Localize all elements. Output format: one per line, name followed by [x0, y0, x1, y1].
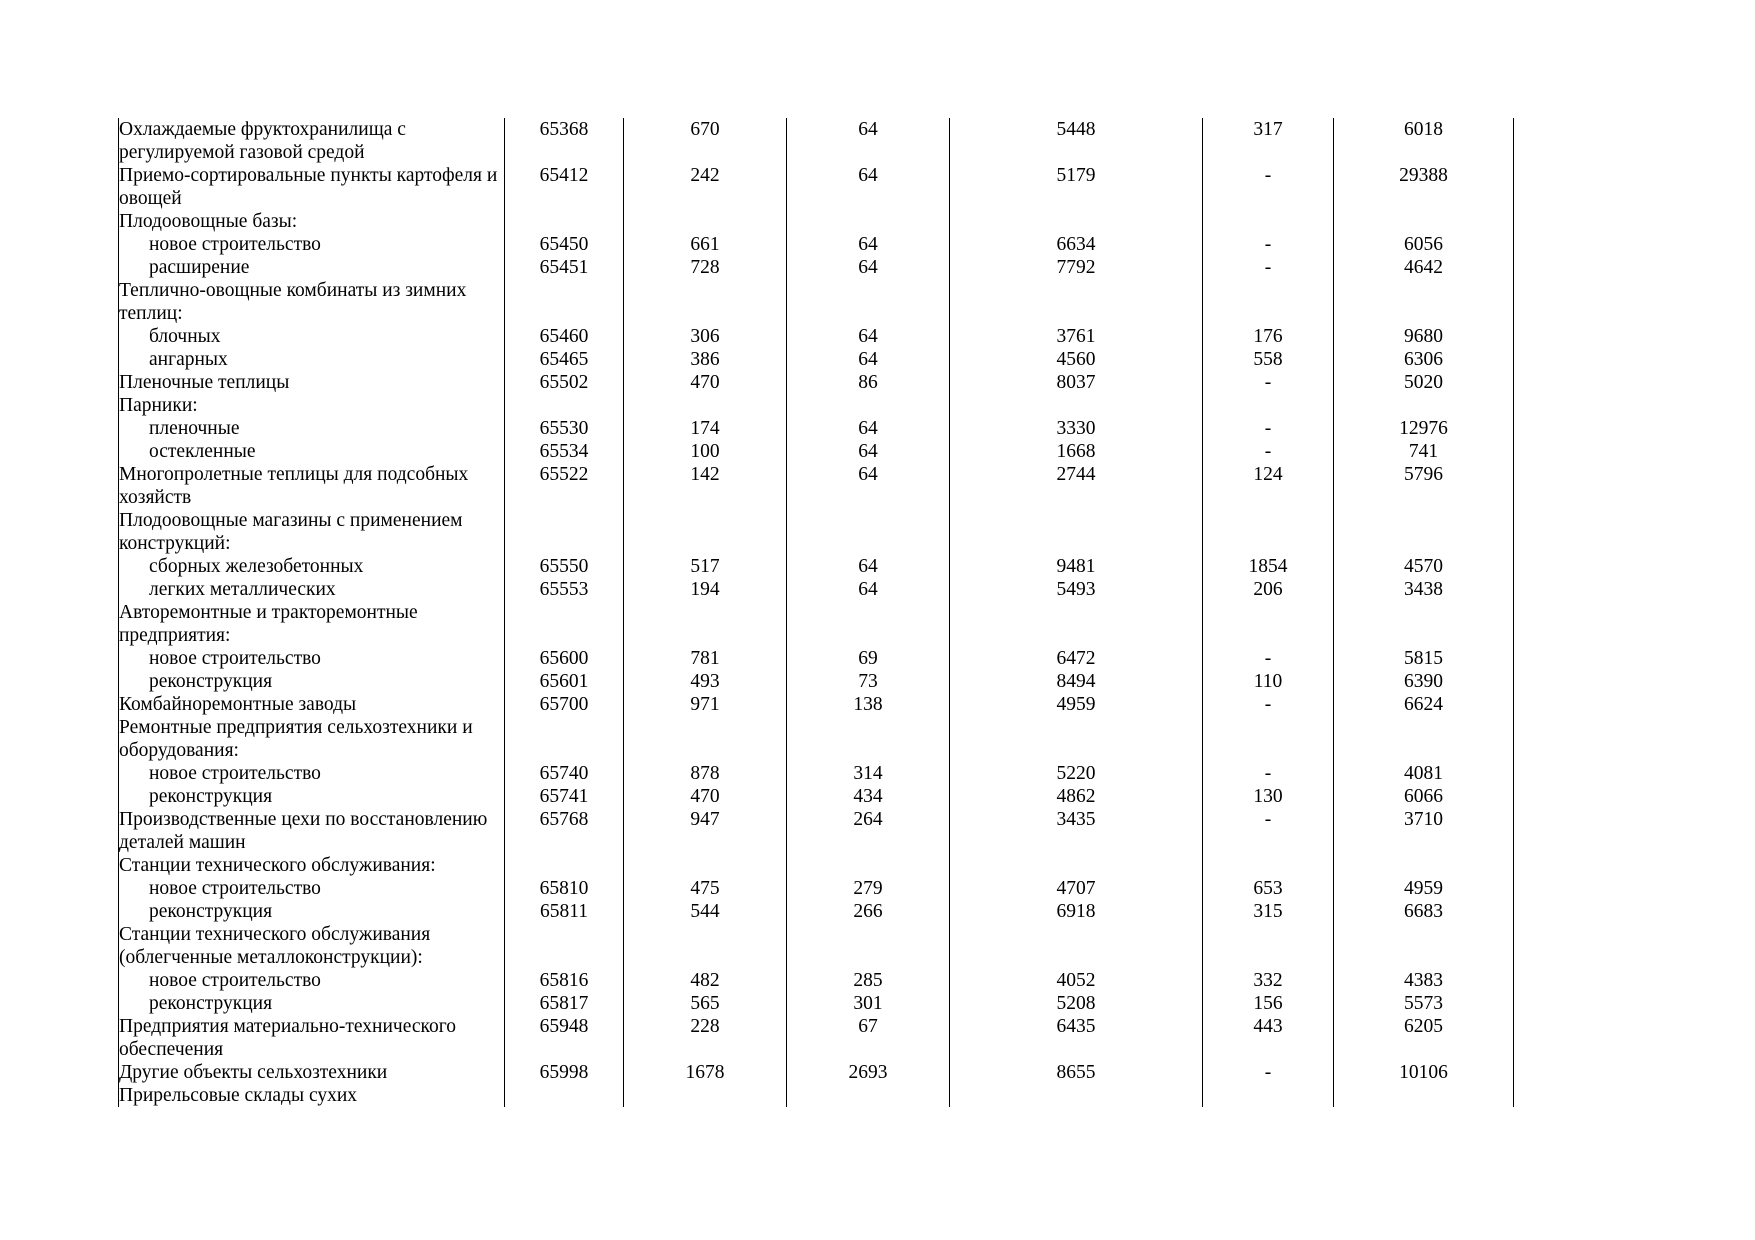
- value-cell-1: 1678: [624, 1061, 787, 1084]
- value-cell-4: [1203, 394, 1334, 417]
- table-row: [119, 578, 1514, 601]
- value-cell-4: 332: [1203, 969, 1334, 992]
- subitem-name-cell: реконструкция: [119, 670, 505, 693]
- object-code-cell: 65817: [505, 992, 624, 1015]
- object-name-cell: Парники:: [119, 394, 505, 417]
- value-cell-4: -: [1203, 647, 1334, 670]
- object-name-cell: Авторемонтные и тракторемонтные предприятия:: [119, 601, 505, 647]
- object-code-cell: 65553: [505, 578, 624, 601]
- value-cell-4: 176: [1203, 325, 1334, 348]
- value-cell-4: -: [1203, 417, 1334, 440]
- value-cell-5: 5573: [1334, 992, 1514, 1015]
- value-cell-2: 279: [787, 877, 950, 900]
- value-cell-2: 64: [787, 164, 950, 210]
- value-cell-3: [950, 601, 1203, 647]
- value-cell-5: [1334, 601, 1514, 647]
- object-name-cell: Предприятия материально-технического обеспечения: [119, 1015, 505, 1061]
- value-cell-3: 4862: [950, 785, 1203, 808]
- value-cell-3: 3761: [950, 325, 1203, 348]
- table-row: [119, 969, 1514, 992]
- object-name-cell: Комбайноремонтные заводы: [119, 693, 505, 716]
- value-cell-2: [787, 854, 950, 877]
- value-cell-1: 174: [624, 417, 787, 440]
- value-cell-4: 156: [1203, 992, 1334, 1015]
- object-code-cell: 65502: [505, 371, 624, 394]
- value-cell-3: 2744: [950, 463, 1203, 509]
- value-cell-1: 565: [624, 992, 787, 1015]
- value-cell-4: -: [1203, 762, 1334, 785]
- subitem-name-cell: новое строительство: [119, 233, 505, 256]
- value-cell-3: 5220: [950, 762, 1203, 785]
- object-code-cell: 65450: [505, 233, 624, 256]
- subitem-name-cell: новое строительство: [119, 647, 505, 670]
- value-cell-5: [1334, 1084, 1514, 1107]
- value-cell-1: [624, 279, 787, 325]
- object-code-cell: 65740: [505, 762, 624, 785]
- value-cell-1: 878: [624, 762, 787, 785]
- value-cell-2: 266: [787, 900, 950, 923]
- value-cell-5: [1334, 394, 1514, 417]
- value-cell-1: 971: [624, 693, 787, 716]
- subitem-name-cell: реконструкция: [119, 785, 505, 808]
- value-cell-3: 8037: [950, 371, 1203, 394]
- value-cell-3: 3330: [950, 417, 1203, 440]
- value-cell-1: 475: [624, 877, 787, 900]
- object-name-cell: Многопролетные теплицы для подсобных хозяйств: [119, 463, 505, 509]
- value-cell-1: 493: [624, 670, 787, 693]
- value-cell-4: -: [1203, 440, 1334, 463]
- value-cell-3: 4560: [950, 348, 1203, 371]
- value-cell-3: 6634: [950, 233, 1203, 256]
- value-cell-3: 6472: [950, 647, 1203, 670]
- value-cell-5: [1334, 854, 1514, 877]
- value-cell-1: 670: [624, 118, 787, 164]
- value-cell-4: [1203, 716, 1334, 762]
- value-cell-2: [787, 1084, 950, 1107]
- value-cell-5: 5020: [1334, 371, 1514, 394]
- value-cell-3: [950, 210, 1203, 233]
- value-cell-5: 10106: [1334, 1061, 1514, 1084]
- object-code-cell: [505, 854, 624, 877]
- value-cell-4: 558: [1203, 348, 1334, 371]
- value-cell-3: 6435: [950, 1015, 1203, 1061]
- value-cell-2: 64: [787, 417, 950, 440]
- value-cell-2: 64: [787, 325, 950, 348]
- subitem-name-cell: новое строительство: [119, 969, 505, 992]
- table-row: [119, 900, 1514, 923]
- value-cell-5: 4081: [1334, 762, 1514, 785]
- value-cell-4: 315: [1203, 900, 1334, 923]
- value-cell-2: 73: [787, 670, 950, 693]
- value-cell-5: 4383: [1334, 969, 1514, 992]
- object-name-cell: Теплично-овощные комбинаты из зимних теплиц:: [119, 279, 505, 325]
- value-cell-3: 5179: [950, 164, 1203, 210]
- value-cell-1: 386: [624, 348, 787, 371]
- object-name-cell: Прирельсовые склады сухих: [119, 1084, 505, 1107]
- value-cell-5: 5796: [1334, 463, 1514, 509]
- object-code-cell: 65601: [505, 670, 624, 693]
- value-cell-2: 285: [787, 969, 950, 992]
- subitem-name-cell: остекленные: [119, 440, 505, 463]
- value-cell-5: [1334, 279, 1514, 325]
- value-cell-5: 6205: [1334, 1015, 1514, 1061]
- subitem-name-cell: реконструкция: [119, 992, 505, 1015]
- value-cell-2: [787, 509, 950, 555]
- value-cell-4: -: [1203, 693, 1334, 716]
- value-cell-3: 4959: [950, 693, 1203, 716]
- object-code-cell: 65768: [505, 808, 624, 854]
- table-row: [119, 555, 1514, 578]
- object-name-cell: Охлаждаемые фруктохранилища с регулируемой газовой средой: [119, 118, 505, 164]
- object-code-cell: 65810: [505, 877, 624, 900]
- object-code-cell: 65534: [505, 440, 624, 463]
- value-cell-3: 5493: [950, 578, 1203, 601]
- value-cell-2: 64: [787, 463, 950, 509]
- value-cell-1: 470: [624, 785, 787, 808]
- object-code-cell: 65550: [505, 555, 624, 578]
- object-name-cell: Плодоовощные базы:: [119, 210, 505, 233]
- value-cell-4: [1203, 923, 1334, 969]
- value-cell-2: 64: [787, 256, 950, 279]
- object-name-cell: Производственные цехи по восстановлению деталей машин: [119, 808, 505, 854]
- table-row: [119, 394, 1514, 417]
- value-cell-4: [1203, 509, 1334, 555]
- table-row: [119, 716, 1514, 762]
- value-cell-2: 314: [787, 762, 950, 785]
- table-row: [119, 256, 1514, 279]
- value-cell-4: -: [1203, 371, 1334, 394]
- value-cell-1: [624, 923, 787, 969]
- value-cell-2: 2693: [787, 1061, 950, 1084]
- object-code-cell: 65816: [505, 969, 624, 992]
- value-cell-4: -: [1203, 808, 1334, 854]
- object-code-cell: 65451: [505, 256, 624, 279]
- value-cell-5: 6624: [1334, 693, 1514, 716]
- value-cell-4: 124: [1203, 463, 1334, 509]
- table-row: [119, 164, 1514, 210]
- value-cell-2: 67: [787, 1015, 950, 1061]
- value-cell-1: 470: [624, 371, 787, 394]
- data-table: [118, 118, 1514, 1107]
- value-cell-4: 443: [1203, 1015, 1334, 1061]
- value-cell-3: [950, 279, 1203, 325]
- value-cell-5: [1334, 716, 1514, 762]
- value-cell-3: [950, 1084, 1203, 1107]
- value-cell-3: [950, 394, 1203, 417]
- table-row: [119, 371, 1514, 394]
- value-cell-1: 482: [624, 969, 787, 992]
- value-cell-1: 517: [624, 555, 787, 578]
- object-code-cell: [505, 509, 624, 555]
- object-code-cell: 65368: [505, 118, 624, 164]
- value-cell-3: 5448: [950, 118, 1203, 164]
- value-cell-3: 5208: [950, 992, 1203, 1015]
- value-cell-5: 6683: [1334, 900, 1514, 923]
- value-cell-3: 4052: [950, 969, 1203, 992]
- value-cell-2: 434: [787, 785, 950, 808]
- value-cell-3: 1668: [950, 440, 1203, 463]
- value-cell-2: 301: [787, 992, 950, 1015]
- table-row: [119, 992, 1514, 1015]
- object-code-cell: 65522: [505, 463, 624, 509]
- value-cell-1: 661: [624, 233, 787, 256]
- value-cell-5: 29388: [1334, 164, 1514, 210]
- value-cell-5: 12976: [1334, 417, 1514, 440]
- object-code-cell: 65700: [505, 693, 624, 716]
- table-row: [119, 647, 1514, 670]
- value-cell-1: [624, 1084, 787, 1107]
- object-code-cell: 65600: [505, 647, 624, 670]
- value-cell-4: 206: [1203, 578, 1334, 601]
- value-cell-3: [950, 854, 1203, 877]
- value-cell-5: 6066: [1334, 785, 1514, 808]
- object-code-cell: 65811: [505, 900, 624, 923]
- value-cell-3: [950, 923, 1203, 969]
- value-cell-5: [1334, 210, 1514, 233]
- value-cell-2: 86: [787, 371, 950, 394]
- object-name-cell: Другие объекты сельхозтехники: [119, 1061, 505, 1084]
- value-cell-1: 306: [624, 325, 787, 348]
- value-cell-4: [1203, 1084, 1334, 1107]
- value-cell-5: [1334, 509, 1514, 555]
- value-cell-1: [624, 509, 787, 555]
- value-cell-3: 6918: [950, 900, 1203, 923]
- table-body: [119, 118, 1514, 1107]
- value-cell-5: 3710: [1334, 808, 1514, 854]
- value-cell-4: [1203, 279, 1334, 325]
- value-cell-3: 4707: [950, 877, 1203, 900]
- subitem-name-cell: реконструкция: [119, 900, 505, 923]
- table-row: [119, 440, 1514, 463]
- value-cell-2: 64: [787, 578, 950, 601]
- value-cell-1: 100: [624, 440, 787, 463]
- object-code-cell: [505, 601, 624, 647]
- value-cell-2: 264: [787, 808, 950, 854]
- object-code-cell: [505, 1084, 624, 1107]
- object-name-cell: Станции технического обслуживания:: [119, 854, 505, 877]
- table-row: [119, 808, 1514, 854]
- value-cell-5: 3438: [1334, 578, 1514, 601]
- subitem-name-cell: расширение: [119, 256, 505, 279]
- object-name-cell: Приемо-сортировальные пункты картофеля и овощей: [119, 164, 505, 210]
- table-row: [119, 1015, 1514, 1061]
- table-row: [119, 417, 1514, 440]
- value-cell-3: [950, 716, 1203, 762]
- value-cell-4: 653: [1203, 877, 1334, 900]
- table-row: [119, 509, 1514, 555]
- subitem-name-cell: ангарных: [119, 348, 505, 371]
- object-code-cell: 65465: [505, 348, 624, 371]
- value-cell-2: [787, 601, 950, 647]
- table-row: [119, 762, 1514, 785]
- value-cell-5: 5815: [1334, 647, 1514, 670]
- subitem-name-cell: пленочные: [119, 417, 505, 440]
- value-cell-3: 9481: [950, 555, 1203, 578]
- value-cell-2: [787, 923, 950, 969]
- value-cell-4: [1203, 210, 1334, 233]
- table-row: [119, 923, 1514, 969]
- value-cell-1: 228: [624, 1015, 787, 1061]
- table-row: [119, 785, 1514, 808]
- subitem-name-cell: легких металлических: [119, 578, 505, 601]
- value-cell-3: 3435: [950, 808, 1203, 854]
- object-name-cell: Плодоовощные магазины с применением конструкций:: [119, 509, 505, 555]
- value-cell-5: 9680: [1334, 325, 1514, 348]
- value-cell-2: 138: [787, 693, 950, 716]
- value-cell-4: 130: [1203, 785, 1334, 808]
- table-row: [119, 877, 1514, 900]
- value-cell-4: 317: [1203, 118, 1334, 164]
- value-cell-1: 142: [624, 463, 787, 509]
- value-cell-1: 947: [624, 808, 787, 854]
- value-cell-1: 781: [624, 647, 787, 670]
- value-cell-2: 64: [787, 348, 950, 371]
- object-code-cell: [505, 716, 624, 762]
- table-row: [119, 210, 1514, 233]
- subitem-name-cell: новое строительство: [119, 877, 505, 900]
- value-cell-2: 69: [787, 647, 950, 670]
- object-name-cell: Ремонтные предприятия сельхозтехники и оборудования:: [119, 716, 505, 762]
- table-row: [119, 325, 1514, 348]
- value-cell-3: [950, 509, 1203, 555]
- value-cell-4: -: [1203, 1061, 1334, 1084]
- table-row: [119, 1084, 1514, 1107]
- table-row: [119, 348, 1514, 371]
- table-row: [119, 601, 1514, 647]
- object-code-cell: 65741: [505, 785, 624, 808]
- value-cell-4: -: [1203, 164, 1334, 210]
- value-cell-1: [624, 601, 787, 647]
- table-row: [119, 118, 1514, 164]
- object-name-cell: Пленочные теплицы: [119, 371, 505, 394]
- value-cell-2: 64: [787, 118, 950, 164]
- value-cell-2: 64: [787, 233, 950, 256]
- value-cell-5: 6056: [1334, 233, 1514, 256]
- object-code-cell: 65948: [505, 1015, 624, 1061]
- value-cell-1: [624, 854, 787, 877]
- value-cell-5: [1334, 923, 1514, 969]
- value-cell-2: 64: [787, 440, 950, 463]
- value-cell-4: -: [1203, 256, 1334, 279]
- table-row: [119, 693, 1514, 716]
- value-cell-4: -: [1203, 233, 1334, 256]
- table-row: [119, 854, 1514, 877]
- value-cell-3: 8494: [950, 670, 1203, 693]
- table-row: [119, 463, 1514, 509]
- value-cell-1: 544: [624, 900, 787, 923]
- value-cell-5: 4959: [1334, 877, 1514, 900]
- value-cell-1: [624, 716, 787, 762]
- value-cell-5: 4642: [1334, 256, 1514, 279]
- value-cell-5: 741: [1334, 440, 1514, 463]
- object-code-cell: 65412: [505, 164, 624, 210]
- value-cell-3: 7792: [950, 256, 1203, 279]
- value-cell-2: [787, 716, 950, 762]
- value-cell-5: 6018: [1334, 118, 1514, 164]
- table-row: [119, 670, 1514, 693]
- object-code-cell: [505, 394, 624, 417]
- subitem-name-cell: новое строительство: [119, 762, 505, 785]
- value-cell-1: [624, 394, 787, 417]
- object-name-cell: Станции технического обслуживания (облегченные металлоконструкции):: [119, 923, 505, 969]
- value-cell-2: [787, 279, 950, 325]
- table-row: [119, 233, 1514, 256]
- value-cell-1: 194: [624, 578, 787, 601]
- value-cell-1: 728: [624, 256, 787, 279]
- object-code-cell: [505, 923, 624, 969]
- subitem-name-cell: сборных железобетонных: [119, 555, 505, 578]
- table-row: [119, 1061, 1514, 1084]
- subitem-name-cell: блочных: [119, 325, 505, 348]
- object-code-cell: 65998: [505, 1061, 624, 1084]
- object-code-cell: 65460: [505, 325, 624, 348]
- value-cell-5: 4570: [1334, 555, 1514, 578]
- table-row: [119, 279, 1514, 325]
- value-cell-2: 64: [787, 555, 950, 578]
- value-cell-4: [1203, 854, 1334, 877]
- object-code-cell: [505, 210, 624, 233]
- value-cell-4: 1854: [1203, 555, 1334, 578]
- value-cell-5: 6306: [1334, 348, 1514, 371]
- value-cell-5: 6390: [1334, 670, 1514, 693]
- value-cell-4: 110: [1203, 670, 1334, 693]
- value-cell-1: 242: [624, 164, 787, 210]
- value-cell-4: [1203, 601, 1334, 647]
- value-cell-3: 8655: [950, 1061, 1203, 1084]
- value-cell-2: [787, 394, 950, 417]
- value-cell-1: [624, 210, 787, 233]
- object-code-cell: [505, 279, 624, 325]
- value-cell-2: [787, 210, 950, 233]
- object-code-cell: 65530: [505, 417, 624, 440]
